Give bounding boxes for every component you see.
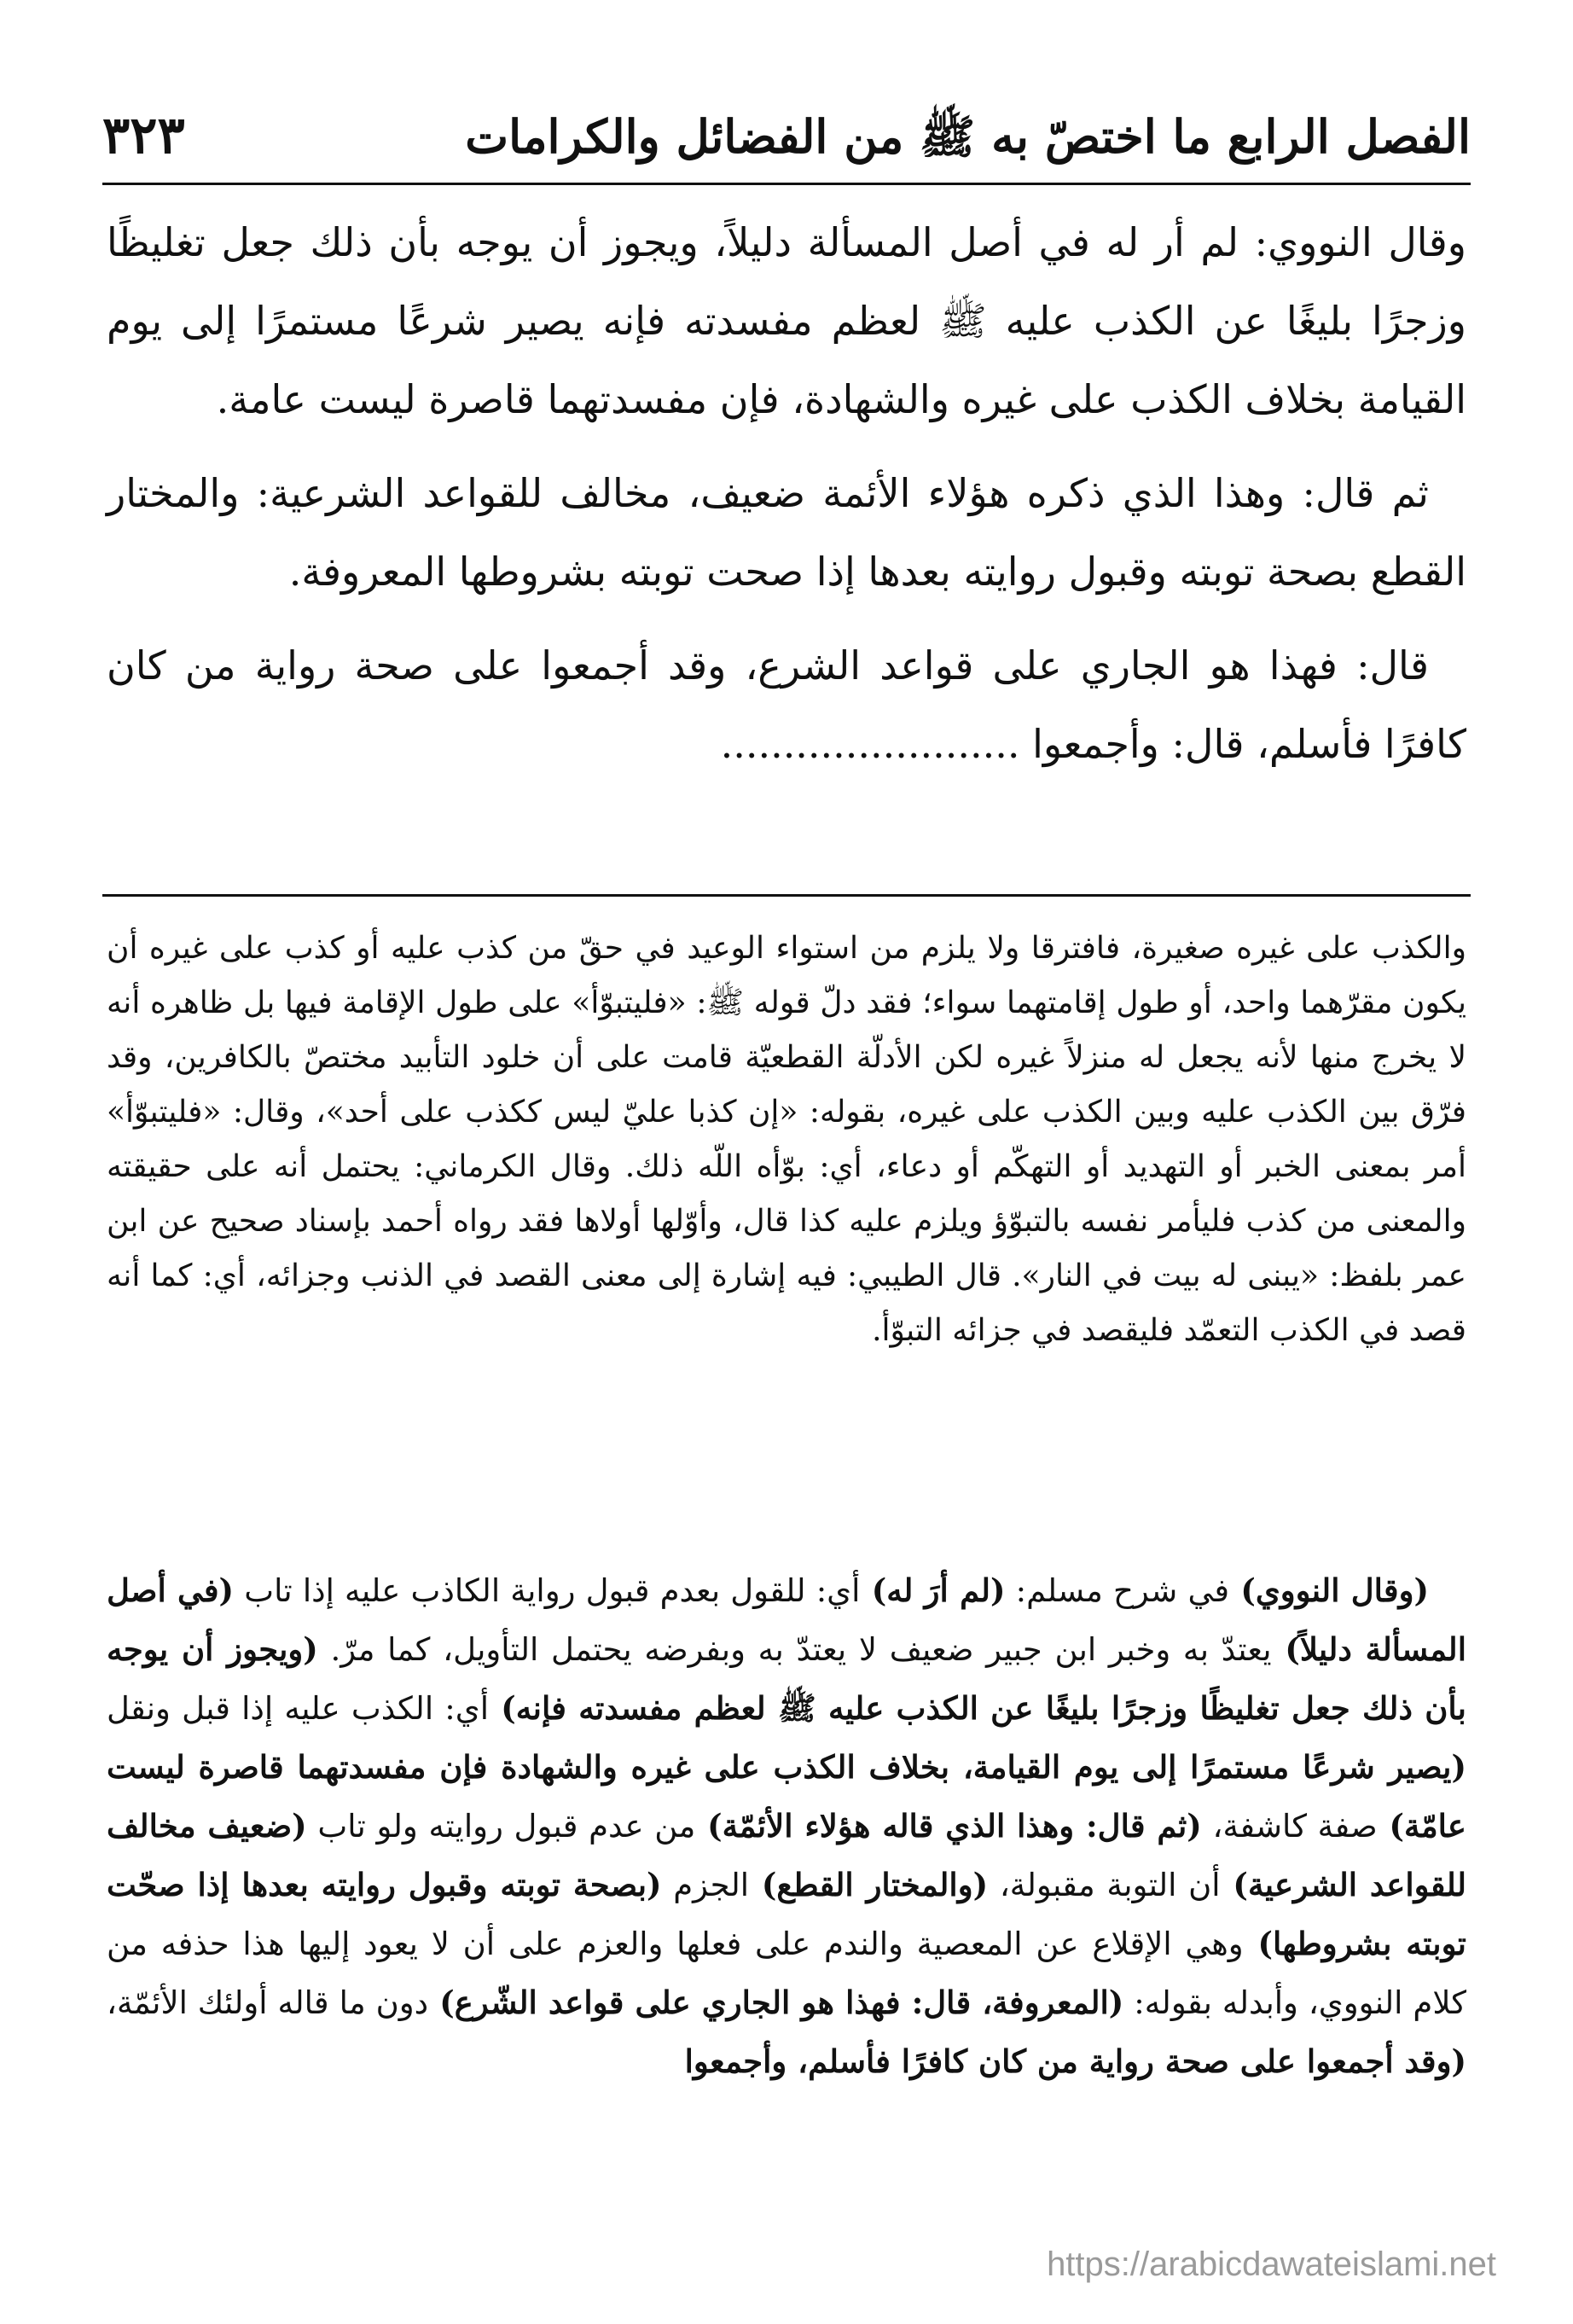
commentary-segment: من عدم قبول روايته ولو تاب — [306, 1808, 696, 1845]
page-number: ٣٢٣ — [102, 106, 185, 166]
quoted-text-segment: (وقال النووي) — [1229, 1572, 1429, 1609]
quoted-text-segment: (يصير شرعًا مستمرًا إلى يوم القيامة، بخلاف الكذب على غيره والشهادة فإن مفسدتهما قاصرة ليست عامّة) — [107, 1748, 1467, 1845]
commentary-segment: وهي الإقلاع عن المعصية والندم على فعلها والعزم على أن لا يعود إليها هذا حذفه من كلام النووي، وأبدله بقوله: — [107, 1926, 1467, 2021]
quoted-text-segment: (في أصل المسألة دليلاً) — [107, 1572, 1466, 1668]
commentary-paragraph — [107, 1561, 1466, 2091]
commentary-segment: صفة كاشفة، — [1201, 1808, 1378, 1845]
page-header — [102, 101, 1471, 177]
main-text — [107, 203, 1466, 799]
quoted-text-segment: (بصحة توبته وقبول روايته بعدها إذا صحّت توبته بشروطها) — [107, 1866, 1466, 1962]
quoted-text-segment: (ثم قال: وهذا الذي قاله هؤلاء الأئمّة) — [695, 1807, 1202, 1845]
footnote-continuation — [107, 921, 1466, 1358]
quoted-text-segment: (ضعيف مخالف للقواعد الشرعية) — [107, 1807, 1466, 1903]
commentary-block — [107, 1561, 1466, 2091]
commentary-segment: أي: للقول بعدم قبول رواية الكاذب عليه إذا تاب — [234, 1572, 861, 1609]
main-paragraph-2: ثم قال: وهذا الذي ذكره هؤلاء الأئمة ضعيف، مخالف للقواعد الشرعية: والمختار القطع بصحة توبته وقبول روايته بعدها إذا صحت توبته بشروطها المعروفة. — [107, 470, 1466, 595]
commentary-segment: يعتدّ به وخبر ابن جبير ضعيف لا يعتدّ به وبفرضه يحتمل التأويل، كما مرّ. — [317, 1631, 1272, 1668]
commentary-segment: أي: الكذب عليه إذا قبل ونقل — [107, 1690, 489, 1727]
quoted-text-segment: (المعروفة، قال: فهذا هو الجاري على قواعد الشّرع) — [428, 1984, 1124, 2021]
commentary-segment: أن التوبة مقبولة، — [988, 1867, 1221, 1903]
main-paragraph-3 — [107, 626, 1466, 783]
ellipsis-dots: ........................ — [720, 721, 1020, 767]
main-paragraph-3-text: قال: فهذا هو الجاري على قواعد الشرع، وقد أجمعوا على صحة رواية من كان كافرًا فأسلم، قال: وأجمعوا — [107, 642, 1466, 767]
commentary-segment: دون ما قاله أولئك الأئمّة، — [107, 1984, 429, 2021]
quoted-text-segment: (لم أرَ له) — [860, 1572, 1006, 1609]
commentary-segment: في شرح مسلم: — [1005, 1572, 1230, 1609]
footnote-continuation-text: والكذب على غيره صغيرة، فافترقا ولا يلزم من استواء الوعيد في حقّ من كذب عليه أو كذب على غيره أن يكون مقرّهما واحد، أو طول إقامتهما سواء؛ فقد دلّ قوله ﷺ: «فليتبوّأ» على طول الإقامة فيها بل ظاهره أنه لا يخرج منها لأنه يجعل له منزلاً غيره لكن الأدلّة القطعيّة قامت على أن خلود التأبيد مختصّ بالكافرين، وقد فرّق بين الكذب عليه وبين الكذب على غيره، بقوله: «إن كذبا عليّ ليس ككذب على أحد»، وقال: «فليتبوّأ» أمر بمعنى الخبر أو التهديد أو التهكّم أو دعاء، أي: بوّأه اللّه ذلك. وقال الكرماني: يحتمل أنه على حقيقته والمعنى من كذب فليأمر نفسه بالتبوّؤ ويلزم عليه كذا قال، وأوّلها أولاها فقد رواه أحمد بإسناد صحيح عن ابن عمر بلفظ: «يبنى له بيت في النار». قال الطيبي: فيه إشارة إلى معنى القصد في الذنب وجزائه، أي: كما أنه قصد في الكذب التعمّد فليقصد في جزائه التبوّأ. — [107, 931, 1466, 1348]
running-title: الفصل الرابع ما اختصّ به ﷺ من الفضائل والكرامات — [465, 109, 1471, 164]
quoted-text-segment: (وقد أجمعوا على صحة رواية من كان كافرًا فأسلم، وأجمعوا — [684, 2042, 1466, 2080]
commentary-segment: الجزم — [661, 1867, 750, 1903]
header-rule — [102, 183, 1471, 185]
quoted-text-segment: (والمختار القطع) — [749, 1866, 989, 1903]
footnote-separator — [102, 894, 1471, 897]
quoted-text-segment: (ويجوز أن يوجه بأن ذلك جعل تغليظًا وزجرًا بليغًا عن الكذب عليه ﷺ لعظم مفسدته فإنه) — [107, 1630, 1466, 1727]
watermark-url: https://arabicdawateislami.net — [1047, 2246, 1496, 2283]
main-paragraph-1: وقال النووي: لم أر له في أصل المسألة دليلاً، ويجوز أن يوجه بأن ذلك جعل تغليظًا وزجرًا بليغًا عن الكذب عليه ﷺ لعظم مفسدته فإنه يصير شرعًا مستمرًا إلى يوم القيامة بخلاف الكذب على غيره والشهادة، فإن مفسدتهما قاصرة ليست عامة. — [107, 219, 1466, 422]
